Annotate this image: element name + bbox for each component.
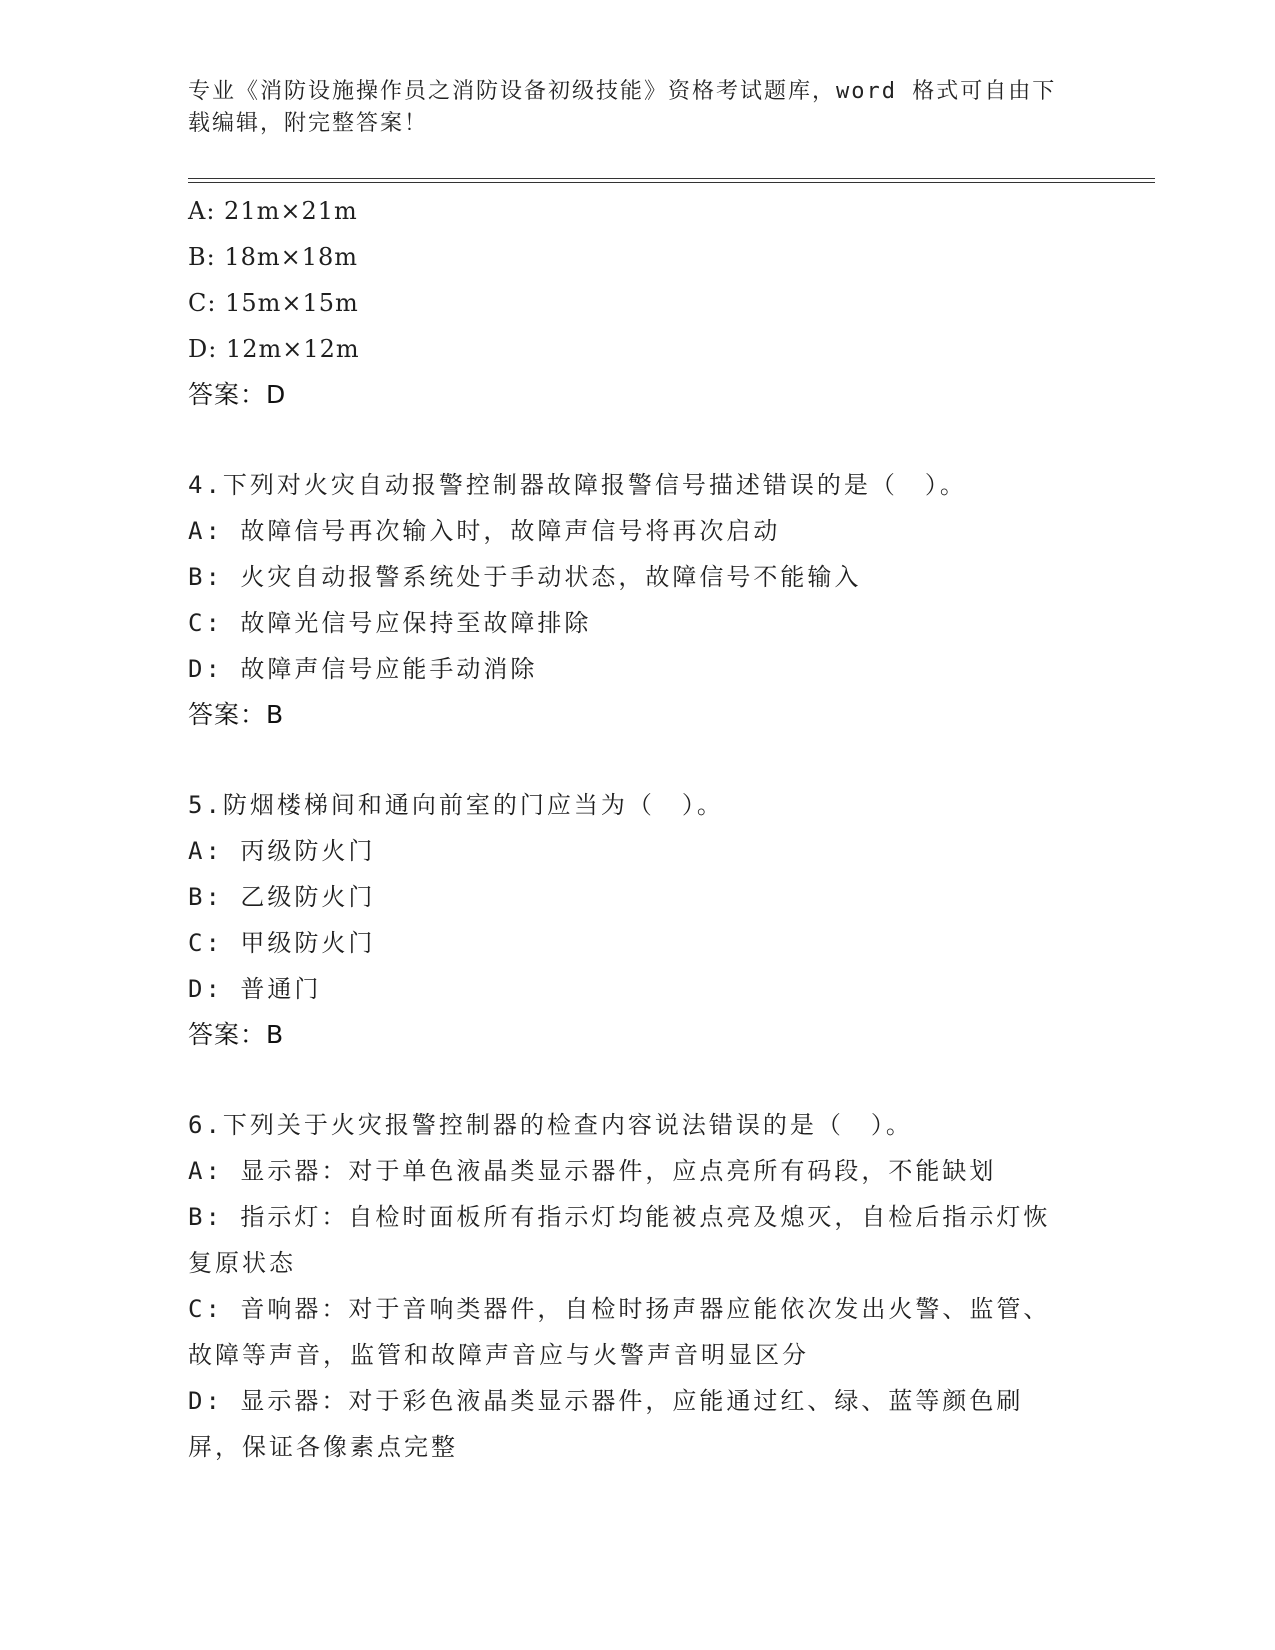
option-b: B: 火灾自动报警系统处于手动状态，故障信号不能输入 bbox=[188, 563, 862, 591]
spacer bbox=[188, 418, 1088, 462]
header-divider-top bbox=[188, 178, 1155, 179]
spacer bbox=[188, 1058, 1088, 1102]
option-a: A: 丙级防火门 bbox=[188, 837, 376, 865]
option-c: C: 故障光信号应保持至故障排除 bbox=[188, 609, 592, 637]
option-c: C: 音响器：对于音响类器件，自检时扬声器应能依次发出火警、监管、故障等声音，监管和故障声音应与火警声音明显区分 bbox=[188, 1295, 1051, 1369]
option-b: B: 乙级防火门 bbox=[188, 883, 376, 911]
answer: 答案：D bbox=[188, 380, 287, 409]
header-line-2: 载编辑，附完整答案！ bbox=[188, 111, 429, 136]
spacer bbox=[188, 738, 1088, 782]
option-a: A: 故障信号再次输入时，故障声信号将再次启动 bbox=[188, 517, 781, 545]
option-c: C: 15m×15m bbox=[188, 289, 359, 317]
header-line-1: 专业《消防设施操作员之消防设备初级技能》资格考试题库，word 格式可自由下 bbox=[188, 79, 1057, 104]
option-c: C: 甲级防火门 bbox=[188, 929, 376, 957]
option-b: B: 18m×18m bbox=[188, 243, 359, 271]
answer: 答案：B bbox=[188, 1020, 285, 1049]
document-header bbox=[188, 76, 1088, 140]
option-d: D: 显示器：对于彩色液晶类显示器件，应能通过红、绿、蓝等颜色刷屏，保证各像素点完整 bbox=[188, 1387, 1024, 1461]
question-title: 6.下列关于火灾报警控制器的检查内容说法错误的是（ ）。 bbox=[188, 1111, 913, 1139]
question-title: 5.防烟楼梯间和通向前室的门应当为（ ）。 bbox=[188, 791, 724, 819]
question-6 bbox=[188, 1102, 1088, 1470]
question-4 bbox=[188, 462, 1088, 738]
option-d: D: 普通门 bbox=[188, 975, 322, 1003]
option-a: A: 21m×21m bbox=[188, 197, 358, 225]
option-a: A: 显示器：对于单色液晶类显示器件，应点亮所有码段，不能缺划 bbox=[188, 1157, 997, 1185]
question-title: 4.下列对火灾自动报警控制器故障报警信号描述错误的是（ ）。 bbox=[188, 471, 967, 499]
question-list bbox=[188, 188, 1088, 1470]
answer: 答案：B bbox=[188, 700, 285, 729]
header-divider-bottom bbox=[188, 182, 1155, 183]
option-d: D: 故障声信号应能手动消除 bbox=[188, 655, 538, 683]
question-5 bbox=[188, 782, 1088, 1058]
option-d: D: 12m×12m bbox=[188, 335, 360, 363]
option-b: B: 指示灯：自检时面板所有指示灯均能被点亮及熄灭，自检后指示灯恢复原状态 bbox=[188, 1203, 1051, 1277]
question-3 bbox=[188, 188, 1088, 418]
